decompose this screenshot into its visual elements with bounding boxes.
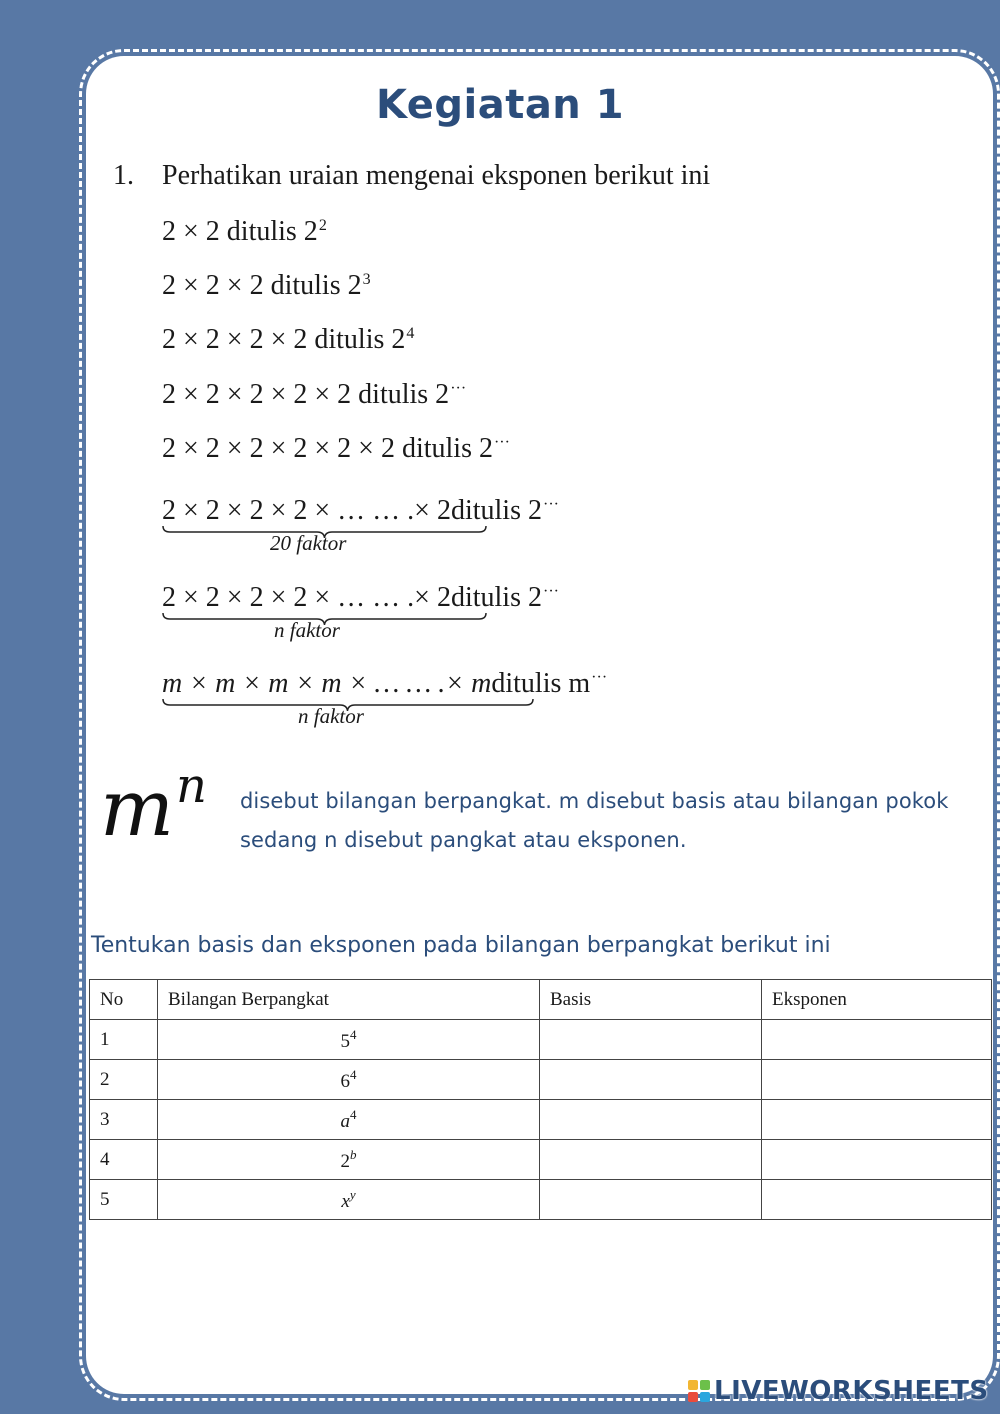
underbrace-expression: [162, 489, 559, 555]
basis-answer-cell[interactable]: [540, 1100, 762, 1140]
header-no: No: [90, 980, 158, 1020]
header-basis: Basis: [540, 980, 762, 1020]
brace-label: 20 faktor: [270, 531, 347, 555]
eksponen-answer-cell[interactable]: [762, 1020, 992, 1060]
brace-product: m × m × m × m × … … .× m: [162, 668, 492, 699]
line-expression: 2 × 2 × 2 × 2 × 2 ditulis 2: [162, 379, 450, 410]
table-row: [90, 1180, 992, 1220]
exponent-table: [89, 979, 992, 1220]
line-expression: 2 × 2 × 2 ditulis 2: [162, 270, 362, 301]
line-power: 3: [362, 271, 371, 288]
eksponen-answer-cell[interactable]: [762, 1100, 992, 1140]
definition-text: disebut bilangan berpangkat. m disebut basis atau bilangan pokok sedang n disebut pangkat atau eksponen.: [240, 789, 949, 852]
basis-answer-cell[interactable]: [540, 1020, 762, 1060]
basis-answer-cell[interactable]: [540, 1060, 762, 1100]
liveworksheets-logo: [688, 1373, 989, 1409]
line-expression: 2 × 2 × 2 × 2 ditulis 2: [162, 324, 406, 355]
power-base: 5: [340, 1030, 350, 1052]
line-power: 4: [406, 325, 415, 342]
row-number: 4: [90, 1140, 158, 1180]
exponent-line: [162, 270, 371, 302]
brace-tail: ditulis m: [491, 668, 591, 699]
power-base: 6: [340, 1070, 350, 1092]
question-text: Perhatikan uraian mengenai eksponen berikut ini: [162, 160, 711, 191]
eksponen-answer-cell[interactable]: [762, 1060, 992, 1100]
brace-product: 2 × 2 × 2 × 2 × … … .× 2: [162, 495, 451, 526]
symbol-exponent: n: [176, 758, 207, 814]
power-cell: [158, 1180, 540, 1220]
page-title: Kegiatan 1: [375, 82, 625, 128]
power-cell: [158, 1140, 540, 1180]
power-base: a: [340, 1110, 350, 1132]
table-row: [90, 1100, 992, 1140]
table-row: [90, 1060, 992, 1100]
brace-power: ···: [542, 583, 559, 600]
line-power: ···: [493, 434, 510, 451]
power-exponent: 4: [350, 1026, 357, 1042]
power-exponent: y: [349, 1186, 356, 1202]
power-cell: [158, 1060, 540, 1100]
symbol-base: m: [100, 764, 174, 854]
brace-tail: ditulis 2: [450, 582, 542, 613]
power-exponent: 4: [350, 1106, 357, 1122]
exponent-line: [162, 433, 510, 465]
brace-label: n faktor: [298, 704, 364, 728]
power-cell: [158, 1020, 540, 1060]
question-number: 1.: [113, 160, 134, 191]
row-number: 2: [90, 1060, 158, 1100]
line-power: 2: [318, 217, 327, 234]
exponent-line: [162, 379, 466, 411]
row-number: 1: [90, 1020, 158, 1060]
brace-tail: ditulis 2: [450, 495, 542, 526]
brace-product: 2 × 2 × 2 × 2 × … … .× 2: [162, 582, 451, 613]
table-row: [90, 1140, 992, 1180]
logo-text: LIVEWORKSHEETS: [714, 1376, 989, 1406]
exponent-line: [162, 324, 414, 356]
exponent-line: [162, 216, 327, 248]
table-header-row: [90, 980, 992, 1020]
power-base: 2: [340, 1150, 350, 1172]
power-exponent: b: [350, 1146, 357, 1162]
eksponen-answer-cell[interactable]: [762, 1140, 992, 1180]
eksponen-answer-cell[interactable]: [762, 1180, 992, 1220]
table-row: [90, 1020, 992, 1060]
brace-power: ···: [542, 496, 559, 513]
power-cell: [158, 1100, 540, 1140]
line-expression: 2 × 2 ditulis 2: [162, 216, 318, 247]
underbrace-expression: [162, 576, 559, 642]
header-bilangan: Bilangan Berpangkat: [158, 980, 540, 1020]
brace-power: ···: [591, 669, 608, 686]
power-exponent: 4: [350, 1066, 357, 1082]
brace-label: n faktor: [274, 618, 340, 642]
basis-answer-cell[interactable]: [540, 1180, 762, 1220]
header-eksponen: Eksponen: [762, 980, 992, 1020]
instruction-text: Tentukan basis dan eksponen pada bilangan berpangkat berikut ini: [91, 933, 831, 958]
underbrace-expression: [162, 662, 608, 728]
row-number: 3: [90, 1100, 158, 1140]
logo-squares-icon: [688, 1380, 710, 1402]
line-power: ···: [450, 380, 467, 397]
line-expression: 2 × 2 × 2 × 2 × 2 × 2 ditulis 2: [162, 433, 493, 464]
row-number: 5: [90, 1180, 158, 1220]
power-base: x: [341, 1190, 350, 1212]
basis-answer-cell[interactable]: [540, 1140, 762, 1180]
